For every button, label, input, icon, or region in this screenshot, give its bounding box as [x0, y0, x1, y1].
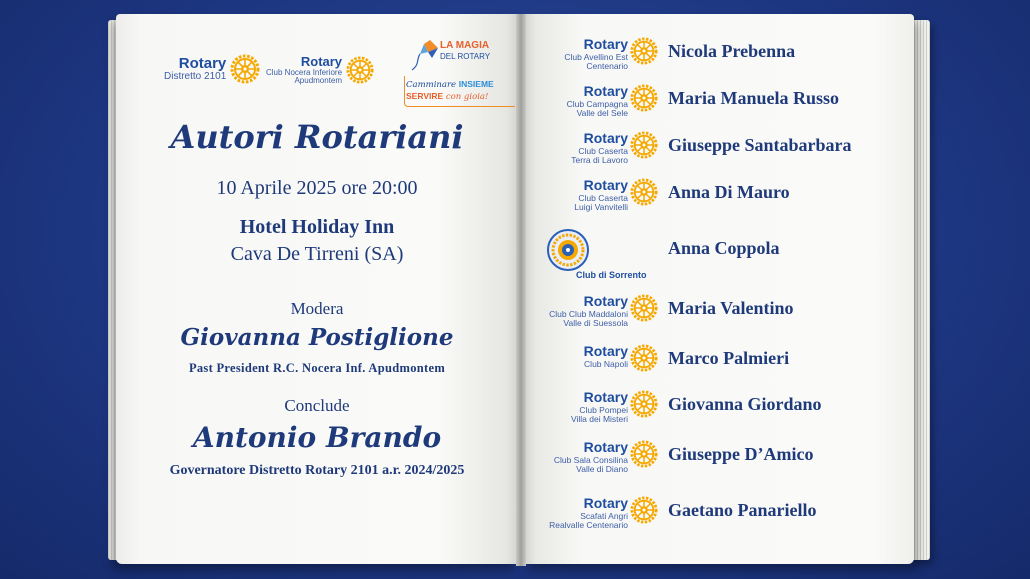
- author-row: [540, 436, 910, 476]
- book-spine: [516, 14, 526, 566]
- author-name: Maria Manuela Russo: [668, 88, 839, 108]
- rotary-wheel-icon: [630, 440, 658, 468]
- rotary-wheel-icon: [630, 294, 658, 322]
- rotary-wheel-icon: [630, 390, 658, 418]
- club-line1: Club Sala Consilina: [553, 455, 628, 465]
- club-name: [564, 53, 628, 71]
- moderator-label: Modera: [290, 299, 344, 318]
- club-line2: Valle di Suessola: [563, 318, 628, 328]
- author-row: [540, 174, 910, 214]
- club-name: [574, 194, 628, 212]
- event-city: Cava De Tirreni (SA): [230, 243, 404, 265]
- club-name: [571, 406, 628, 424]
- club-rotary-word: Rotary: [583, 36, 628, 52]
- club-line1: Scafati Angri: [580, 511, 628, 521]
- club-name: [571, 147, 628, 165]
- club-line2: Realvalle Centenario: [549, 520, 628, 530]
- author-name: Marco Palmieri: [668, 348, 790, 368]
- page-edges-right: [912, 20, 930, 560]
- club-rotary-word: Rotary: [583, 389, 628, 405]
- event-venue: Hotel Holiday Inn: [239, 216, 395, 238]
- author-name: Anna Coppola: [668, 238, 780, 258]
- club-rotary-word: Rotary: [583, 83, 628, 99]
- rotary-wheel-icon: [630, 84, 658, 112]
- rotary-wheel-icon: [230, 54, 260, 84]
- author-name: Nicola Prebenna: [668, 41, 796, 61]
- rotary-wheel-icon: [630, 496, 658, 524]
- club-name: [549, 310, 628, 328]
- logo-sub: Distretto 2101: [164, 71, 227, 83]
- logo-word: Rotary: [300, 54, 343, 69]
- author-row: [540, 228, 910, 284]
- author-row: [540, 340, 910, 380]
- club-line1: Club Pompei: [579, 405, 628, 415]
- club-rotary-word: Rotary: [583, 130, 628, 146]
- club-badge: [540, 228, 658, 284]
- rotary-wheel-icon: [630, 178, 658, 206]
- author-name: Giovanna Giordano: [668, 394, 822, 414]
- rotary-wheel-icon: [630, 37, 658, 65]
- club-rotary-word: Rotary: [583, 439, 628, 455]
- logo-club-nocera: [266, 54, 374, 86]
- club-line2: Valle di Diano: [576, 464, 628, 474]
- club-name: [554, 456, 628, 474]
- author-row: [540, 33, 910, 73]
- club-name: [567, 100, 628, 118]
- club-badge: [540, 492, 658, 532]
- rotary-wheel-icon: [630, 131, 658, 159]
- club-badge: [540, 33, 658, 73]
- magia-motto-part4: con gioia!: [443, 92, 489, 102]
- logo-sub-line1: Club Nocera Inferiore: [266, 68, 343, 77]
- author-name: Maria Valentino: [668, 298, 794, 318]
- club-line1: Club Club Maddaloni: [549, 309, 628, 319]
- logo-sub-line2: Apudmontem: [294, 76, 343, 86]
- logo-magia-del-rotary: [404, 38, 516, 106]
- logo-distretto: [164, 54, 260, 84]
- magia-motto-part1: Camminare: [406, 80, 459, 90]
- moderator-name: Giovanna Postiglione: [180, 324, 454, 351]
- author-name: Giuseppe D’Amico: [668, 444, 814, 464]
- closing-name: Antonio Brando: [192, 421, 442, 454]
- author-row: [540, 290, 910, 330]
- event-title: Autori Rotariani: [170, 118, 464, 156]
- author-row: [540, 492, 910, 532]
- magia-motto-part2: INSIEME: [458, 79, 494, 89]
- magia-line1: LA MAGIA: [440, 40, 490, 51]
- magia-kite-icon: [408, 38, 440, 72]
- club-name: [549, 512, 628, 530]
- closing-role: Governatore Distretto Rotary 2101 a.r. 2024/2025: [169, 463, 465, 478]
- club-line1: Club di Sorrento: [576, 270, 647, 280]
- closing-label: Conclude: [284, 396, 350, 415]
- magia-frame: [404, 76, 515, 107]
- club-name: [584, 360, 628, 369]
- magia-line2: DEL ROTARY: [440, 52, 491, 61]
- club-line2: Villa dei Misteri: [570, 414, 628, 424]
- magia-motto-part3: SERVIRE: [406, 91, 444, 101]
- club-line1: Club Caserta: [578, 146, 628, 156]
- rotary-wheel-icon: [346, 56, 374, 84]
- club-line2: Terra di Lavoro: [571, 155, 628, 165]
- club-line2: Luigi Vanvitelli: [574, 202, 628, 212]
- club-rotary-word: Rotary: [583, 177, 628, 193]
- club-rotary-word: Rotary: [583, 343, 628, 359]
- author-row: [540, 127, 910, 167]
- club-line1: Club Avellino Est: [564, 52, 628, 62]
- club-rotary-word: Rotary: [583, 293, 628, 309]
- author-name: Giuseppe Santabarbara: [668, 135, 852, 155]
- sorrento-club-emblem-icon: [546, 228, 590, 272]
- rotary-wheel-icon: [630, 344, 658, 372]
- club-badge: [540, 174, 658, 214]
- club-badge: [540, 386, 658, 426]
- club-line1: Club Caserta: [578, 193, 628, 203]
- club-line1: Club Campagna: [566, 99, 628, 109]
- club-line2: Centenario: [586, 61, 628, 71]
- club-badge: [540, 340, 658, 380]
- author-row: [540, 386, 910, 426]
- club-line1: Club Napoli: [584, 359, 628, 369]
- club-badge: [540, 127, 658, 167]
- club-line2: Valle del Sele: [576, 108, 628, 118]
- logo-word: Rotary: [178, 55, 227, 73]
- event-date: 10 Aprile 2025 ore 20:00: [216, 177, 418, 199]
- club-badge: [540, 80, 658, 120]
- moderator-role: Past President R.C. Nocera Inf. Apudmontem: [188, 361, 446, 375]
- author-name: Anna Di Mauro: [668, 182, 790, 202]
- author-row: [540, 80, 910, 120]
- club-badge: [540, 436, 658, 476]
- author-name: Gaetano Panariello: [668, 500, 817, 520]
- club-badge: [540, 290, 658, 330]
- club-rotary-word: Rotary: [583, 495, 628, 511]
